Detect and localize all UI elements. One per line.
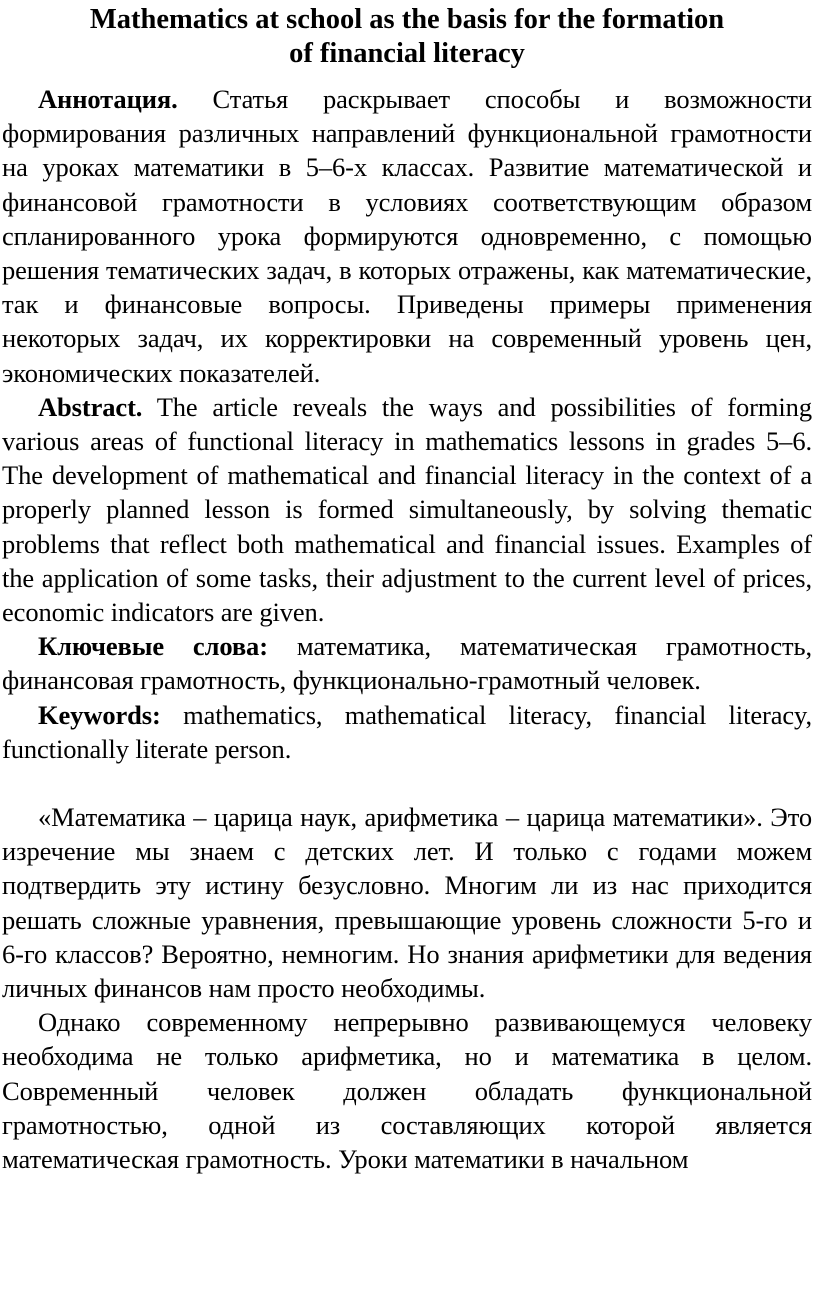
annotation-paragraph — [2, 82, 812, 390]
keywords-ru-label: Ключевые слова: — [38, 631, 268, 662]
article-title — [2, 3, 812, 71]
keywords-en-paragraph — [2, 698, 812, 766]
abstract-text: The article reveals the ways and possibilities of forming various areas of functional literacy in mathematics lessons in grades 5–6. The development of mathematical and financial literacy in the context of a properly planned lesson is formed simultaneously, by solving thematic problems that reflect both mathematical and financial issues. Examples of the application of some tasks, their adjustment to the current level of prices, economic indicators are given. — [2, 391, 812, 628]
body-paragraph-1: «Математика – царица наук, арифметика – царица математики». Это изречение мы знаем с детских лет. И только с годами можем подтвердить эту истину безусловно. Многим ли из нас приходится решать сложные уравнения, превышающие уровень сложности 5-го и 6-го классов? Вероятно, немногим. Но знания арифметики для ведения личных финансов нам просто необходимы. — [2, 802, 812, 1004]
keywords-en-label: Keywords: — [38, 699, 161, 730]
keywords-ru-text: математика, математическая грамотность, финансовая грамотность, функционально-грамотный человек. — [2, 631, 812, 696]
keywords-ru-paragraph — [2, 629, 812, 697]
section-spacer — [2, 766, 812, 800]
annotation-text: Статья раскрывает способы и возможности формирования различных направлений функциональной грамотности на уроках математики в 5–6-х классах. Развитие математической и финансовой грамотности в условиях соответствующим образом спланированного урока формируются одновременно, с помощью решения тематических задач, в которых отражены, как математические, так и финансовые вопросы. Приведены примеры применения некоторых задач, их корректировки на современный уровень цен, экономических показателей. — [2, 84, 812, 388]
body-paragraph-2: Однако современному непрерывно развивающемуся человеку необходима не только арифметика, но и математика в целом. Современный человек должен обладать функциональной грамотностью, одной из составляющих которой является математическая грамотность. Уроки математики в начальном — [2, 1007, 812, 1175]
annotation-label: Аннотация. — [38, 84, 178, 114]
title-line-1: Mathematics at school as the basis for the formation — [89, 4, 725, 35]
abstract-label: Abstract. — [38, 391, 143, 422]
keywords-en-text: mathematics, mathematical literacy, financial literacy, functionally literate person. — [2, 699, 812, 764]
abstract-paragraph — [2, 390, 812, 629]
title-line-2: of financial literacy — [289, 38, 525, 69]
